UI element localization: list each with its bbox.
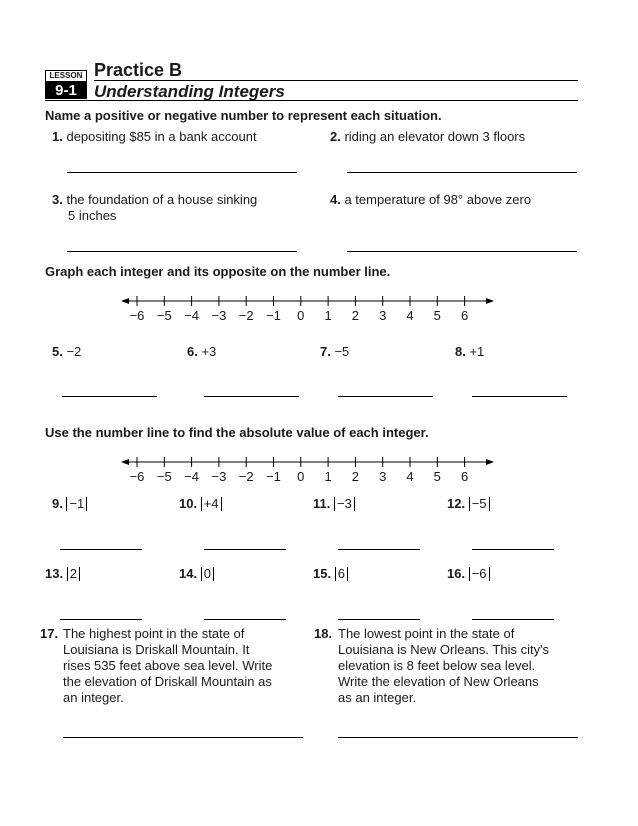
answer-line-10[interactable] bbox=[204, 549, 286, 550]
question-value: +1 bbox=[469, 344, 485, 359]
abs-value-expr: +4 bbox=[201, 497, 222, 511]
answer-line-5[interactable] bbox=[62, 396, 157, 397]
text-line: Write the elevation of New Orleans bbox=[338, 674, 539, 689]
tick-label: −6 bbox=[129, 469, 145, 484]
answer-line-7[interactable] bbox=[338, 396, 433, 397]
text-line: Louisiana is Driskall Mountain. It bbox=[63, 642, 250, 657]
abs-value-expr: 0 bbox=[201, 567, 214, 581]
header-divider bbox=[45, 100, 578, 101]
answer-line-6[interactable] bbox=[204, 396, 299, 397]
tick-label: −2 bbox=[238, 469, 254, 484]
tick-label: −5 bbox=[156, 469, 172, 484]
question-17-number: 17. bbox=[40, 626, 59, 641]
abs-item-9 bbox=[52, 496, 87, 512]
answer-line-9[interactable] bbox=[60, 549, 142, 550]
tick-label: −1 bbox=[266, 469, 281, 484]
answer-line-12[interactable] bbox=[472, 549, 554, 550]
graph-item-7 bbox=[320, 344, 349, 360]
question-number: 6. bbox=[187, 344, 198, 359]
question-number: 5. bbox=[52, 344, 63, 359]
number-line-2 bbox=[115, 453, 500, 485]
tick-label: 6 bbox=[460, 469, 469, 484]
abs-item-13 bbox=[45, 566, 80, 582]
question-18-text bbox=[338, 626, 583, 706]
abs-item-12 bbox=[447, 496, 490, 512]
question-text: a temperature of 98° above zero bbox=[344, 192, 532, 207]
text-line: The highest point in the state of bbox=[63, 626, 245, 641]
tick-label: −3 bbox=[211, 469, 227, 484]
question-number: 9. bbox=[52, 496, 63, 511]
abs-item-11 bbox=[313, 496, 355, 512]
question-17-text bbox=[63, 626, 308, 706]
title-divider bbox=[94, 80, 578, 81]
tick-label: 1 bbox=[324, 469, 332, 484]
page-title: Practice B bbox=[94, 60, 183, 80]
answer-line-2[interactable] bbox=[347, 172, 577, 173]
lesson-label: LESSON bbox=[45, 70, 87, 82]
tick-label: 4 bbox=[406, 308, 414, 323]
question-number: 8. bbox=[455, 344, 466, 359]
instruction-1: Name a positive or negative number to represent each situation. bbox=[45, 108, 442, 123]
question-value: −2 bbox=[66, 344, 82, 359]
tick-label: −6 bbox=[129, 308, 145, 323]
tick-label: 6 bbox=[460, 308, 469, 323]
answer-line-18[interactable] bbox=[338, 737, 578, 738]
right-arrow-icon bbox=[486, 459, 494, 465]
question-value: +3 bbox=[201, 344, 217, 359]
abs-value-expr: −6 bbox=[469, 567, 490, 581]
question-number: 12. bbox=[447, 496, 466, 511]
question-number: 1. bbox=[52, 129, 63, 144]
abs-value-expr: 6 bbox=[335, 567, 348, 581]
page-subtitle: Understanding Integers bbox=[94, 82, 285, 101]
abs-value-expr: −3 bbox=[334, 497, 355, 511]
text-line: Louisiana is New Orleans. This city's bbox=[338, 642, 550, 657]
abs-item-15 bbox=[313, 566, 348, 582]
question-text-cont: 5 inches bbox=[68, 208, 117, 223]
question-text: riding an elevator down 3 floors bbox=[344, 129, 526, 144]
answer-line-8[interactable] bbox=[472, 396, 567, 397]
left-arrow-icon bbox=[121, 459, 129, 465]
tick-label: −4 bbox=[184, 469, 200, 484]
graph-item-8 bbox=[455, 344, 484, 360]
lesson-number: 9-1 bbox=[45, 82, 87, 99]
answer-line-3[interactable] bbox=[67, 251, 297, 252]
graph-item-6 bbox=[187, 344, 216, 360]
question-number: 14. bbox=[179, 566, 198, 581]
tick-label: −5 bbox=[156, 308, 172, 323]
text-line: the elevation of Driskall Mountain as bbox=[63, 674, 272, 689]
text-line: elevation is 8 feet below sea level. bbox=[338, 658, 536, 673]
abs-item-14 bbox=[179, 566, 214, 582]
question-text: the foundation of a house sinking bbox=[66, 192, 258, 207]
question-text: depositing $85 in a bank account bbox=[66, 129, 257, 144]
question-number: 13. bbox=[45, 566, 64, 581]
right-arrow-icon bbox=[486, 298, 494, 304]
text-line: The lowest point in the state of bbox=[338, 626, 515, 641]
tick-label: 0 bbox=[297, 308, 305, 323]
tick-label: −4 bbox=[184, 308, 200, 323]
answer-line-17[interactable] bbox=[63, 737, 303, 738]
question-number: 2. bbox=[330, 129, 341, 144]
instruction-2: Graph each integer and its opposite on the number line. bbox=[45, 264, 391, 279]
abs-value-expr: 2 bbox=[67, 567, 80, 581]
answer-line-14[interactable] bbox=[204, 619, 286, 620]
tick-label: −3 bbox=[211, 308, 227, 323]
abs-value-expr: −5 bbox=[469, 497, 490, 511]
question-value: −5 bbox=[334, 344, 350, 359]
tick-label: 5 bbox=[433, 308, 441, 323]
left-arrow-icon bbox=[121, 298, 129, 304]
question-4 bbox=[330, 192, 570, 208]
abs-item-16 bbox=[447, 566, 490, 582]
tick-label: −2 bbox=[238, 308, 254, 323]
text-line: an integer. bbox=[63, 690, 124, 705]
question-1 bbox=[52, 129, 292, 145]
tick-label: 3 bbox=[379, 308, 387, 323]
answer-line-15[interactable] bbox=[338, 619, 420, 620]
tick-label: 2 bbox=[351, 308, 360, 323]
tick-label: −1 bbox=[266, 308, 281, 323]
tick-label: 5 bbox=[433, 469, 441, 484]
question-number: 11. bbox=[313, 496, 331, 511]
question-number: 16. bbox=[447, 566, 466, 581]
answer-line-11[interactable] bbox=[338, 549, 420, 550]
question-3 bbox=[52, 192, 292, 224]
answer-line-1[interactable] bbox=[67, 172, 297, 173]
tick-label: 1 bbox=[324, 308, 332, 323]
question-number: 4. bbox=[330, 192, 341, 207]
abs-value-expr: −1 bbox=[66, 497, 87, 511]
question-number: 10. bbox=[179, 496, 198, 511]
tick-label: 3 bbox=[379, 469, 387, 484]
abs-item-10 bbox=[179, 496, 222, 512]
question-number: 7. bbox=[320, 344, 331, 359]
question-number: 15. bbox=[313, 566, 332, 581]
question-18-number: 18. bbox=[314, 626, 333, 641]
tick-label: 2 bbox=[351, 469, 360, 484]
tick-label: 0 bbox=[297, 469, 305, 484]
answer-line-13[interactable] bbox=[60, 619, 142, 620]
answer-line-16[interactable] bbox=[472, 619, 554, 620]
text-line: as an integer. bbox=[338, 690, 417, 705]
answer-line-4[interactable] bbox=[347, 251, 577, 252]
instruction-3: Use the number line to find the absolute value of each integer. bbox=[45, 425, 429, 440]
question-number: 3. bbox=[52, 192, 63, 207]
text-line: rises 535 feet above sea level. Write bbox=[63, 658, 273, 673]
graph-item-5 bbox=[52, 344, 81, 360]
tick-label: 4 bbox=[406, 469, 414, 484]
question-2 bbox=[330, 129, 570, 145]
number-line-1[interactable] bbox=[115, 292, 500, 324]
